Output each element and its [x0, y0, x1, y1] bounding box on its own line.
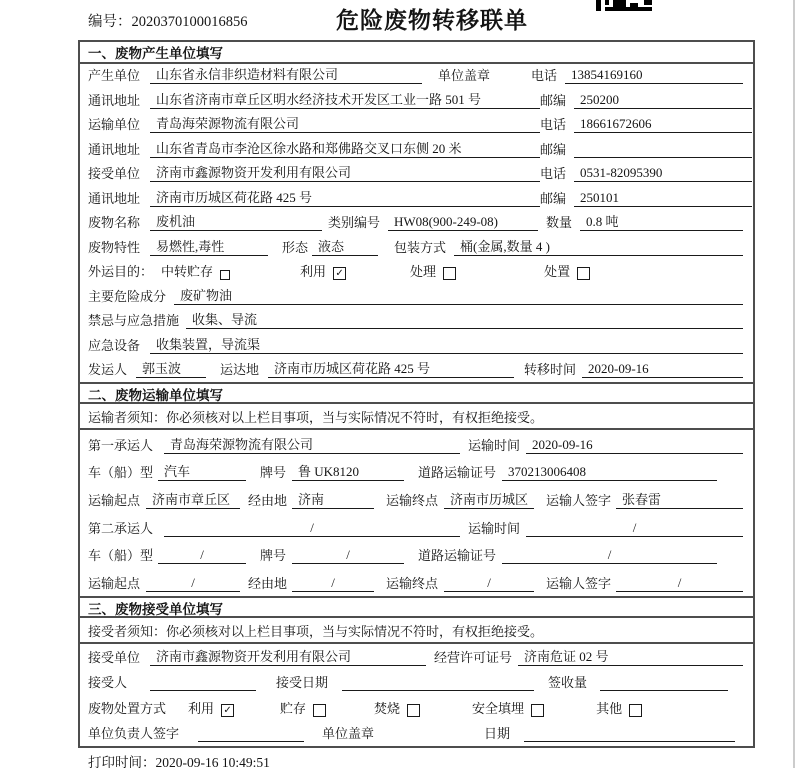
vehicle-type-2-value: /	[158, 547, 246, 564]
phone-label: 电话	[540, 117, 567, 133]
row-receiver-unit	[80, 162, 753, 186]
page-title: 危险废物转移联单	[336, 7, 528, 33]
packing-label: 包装方式	[394, 239, 447, 255]
treat-checkbox	[443, 267, 456, 280]
waste-name-value: 废机油	[150, 214, 322, 231]
receiver-unit-value: 济南市鑫源物资开发利用有限公司	[150, 165, 540, 182]
origin-2-value: /	[146, 575, 240, 592]
road-permit-value: 370213006408	[502, 464, 717, 481]
form-state-label: 形态	[282, 239, 309, 255]
plate-label: 牌号	[260, 465, 287, 481]
purpose-dispose	[544, 264, 590, 280]
signed-quantity-value	[600, 676, 728, 691]
other-label: 其他	[596, 700, 623, 716]
row-waste-character	[80, 235, 753, 259]
emergency-equipment-value: 收集装置，导流渠	[150, 337, 743, 354]
transfer-time-value: 2020-09-16	[582, 361, 743, 378]
unit-seal-label: 单位盖章	[322, 726, 375, 741]
producer-unit-value: 山东省永信非织造材料有限公司	[150, 67, 422, 84]
row-waste-name	[80, 211, 753, 235]
road-permit-label: 道路运输证号	[418, 465, 497, 481]
road-permit-2-value: /	[502, 547, 717, 564]
producer-address-value: 山东省济南市章丘区明水经济技术开发区工业一路 501 号	[150, 92, 540, 109]
row-vehicle-type-1	[80, 458, 753, 486]
row-responsible-sign	[80, 721, 753, 747]
origin-label: 运输起点	[88, 493, 141, 509]
row-receiving-unit	[80, 644, 753, 670]
receiver-notice: 接受者须知：你必须核对以上栏目事项，当与实际情况不符时，有权拒绝接受。	[80, 618, 753, 644]
landfill-label: 安全填埋	[472, 700, 525, 716]
transport-phone-group	[540, 116, 752, 133]
license-label: 经营许可证号	[434, 649, 513, 665]
serial-value: 2020370100016856	[131, 14, 248, 30]
utilize-label: 利用	[300, 264, 327, 280]
category-code-label: 类别编号	[328, 215, 381, 231]
row-receiver-person	[80, 670, 753, 696]
dispose-label: 处置	[544, 264, 571, 280]
emergency-equipment-label: 应急设备	[88, 337, 141, 353]
form-state-value: 液态	[312, 239, 378, 256]
producer-phone-value: 13854169160	[565, 67, 743, 84]
transport-postal-group	[540, 142, 752, 158]
disposal-utilize	[188, 701, 234, 717]
serial-number	[88, 10, 248, 31]
transfer-time-label: 转移时间	[524, 362, 577, 378]
vehicle-type-label: 车（船）型	[88, 465, 154, 481]
terminus-label: 运输终点	[386, 576, 439, 592]
carrier-sign-value: 张春雷	[616, 492, 743, 509]
row-outbound-purpose	[80, 260, 753, 284]
dispose-checkbox	[577, 267, 590, 280]
phone-label: 电话	[531, 68, 558, 84]
row-receiver-address	[80, 186, 753, 210]
category-code-value: HW08(900-249-08)	[388, 214, 538, 231]
quantity-value: 0.8 吨	[580, 214, 743, 231]
disposal-other	[596, 701, 642, 717]
qr-code-fragment	[596, 0, 660, 12]
transport-unit-value: 青岛海荣源物流有限公司	[150, 116, 540, 133]
producer-postal-value: 250200	[574, 92, 752, 109]
first-carrier-value: 青岛海荣源物流有限公司	[164, 437, 460, 454]
carrier-sign-label: 运输人签字	[546, 493, 612, 509]
transfer-form	[78, 40, 755, 748]
responsible-sign-value	[198, 727, 304, 742]
license-value: 济南危证 02 号	[518, 649, 743, 666]
section1-header: 一、废物产生单位填写	[80, 42, 753, 64]
destination-label: 运达地	[220, 362, 260, 378]
row-producer-unit	[80, 64, 753, 88]
incinerate-checkbox	[407, 704, 420, 717]
page-edge-line	[793, 0, 795, 768]
section3-header: 三、废物接受单位填写	[80, 596, 753, 618]
road-permit-label: 道路运输证号	[418, 548, 497, 564]
producer-postal-group	[540, 92, 752, 109]
utilize-label: 利用	[188, 700, 215, 716]
via-2-value: /	[292, 575, 374, 592]
producer-phone-group	[531, 67, 743, 84]
landfill-checkbox	[531, 704, 544, 717]
utilize-checkbox: ✓	[333, 267, 346, 280]
responsible-sign-label: 单位负责人签字	[88, 726, 180, 741]
producer-address-label: 通讯地址	[88, 92, 141, 108]
row-transport-unit	[80, 113, 753, 137]
hazard-component-value: 废矿物油	[174, 288, 743, 305]
unit-seal-label: 单位盖章	[438, 68, 491, 84]
disposal-storage	[280, 701, 326, 717]
row-emergency-measures	[80, 309, 753, 333]
transport-time-label: 运输时间	[468, 520, 521, 536]
first-carrier-label: 第一承运人	[88, 437, 154, 453]
purpose-treat	[410, 264, 456, 280]
date-label: 日期	[484, 726, 511, 741]
receiver-phone-value: 0531-82095390	[574, 165, 752, 182]
purpose-transfer-storage	[161, 264, 230, 280]
row-route-1	[80, 485, 753, 513]
consignor-value: 郭玉波	[136, 361, 206, 378]
plate-2-value: /	[292, 547, 404, 564]
transporter-notice: 运输者须知：你必须核对以上栏目事项，当与实际情况不符时，有权拒绝接受。	[80, 404, 753, 430]
via-label: 经由地	[248, 576, 288, 592]
waste-name-label: 废物名称	[88, 215, 141, 231]
receiver-postal-group	[540, 190, 752, 207]
transport-time-2-value: /	[526, 520, 743, 537]
storage-label: 贮存	[280, 700, 307, 716]
phone-label: 电话	[540, 166, 567, 182]
carrier-sign-2-value: /	[616, 575, 743, 592]
emergency-measures-label: 禁忌与应急措施	[88, 313, 180, 329]
receiver-unit-label: 接受单位	[88, 166, 141, 182]
receive-date-value	[342, 676, 534, 691]
disposal-method-label: 废物处置方式	[88, 700, 167, 716]
postal-label: 邮编	[540, 190, 567, 206]
transport-unit-label: 运输单位	[88, 117, 141, 133]
section2-header: 二、废物运输单位填写	[80, 382, 753, 404]
row-producer-address	[80, 88, 753, 112]
row-second-carrier	[80, 513, 753, 541]
print-time-value: 2020-09-16 10:49:51	[155, 755, 270, 768]
section-transporter	[80, 382, 753, 596]
print-time-label: 打印时间：	[88, 755, 156, 768]
section-receiver	[80, 596, 753, 746]
receive-date-label: 接受日期	[276, 675, 329, 690]
row-consignor	[80, 358, 753, 382]
vehicle-type-value: 汽车	[158, 464, 246, 481]
postal-label: 邮编	[540, 92, 567, 108]
consignor-label: 发运人	[88, 362, 128, 378]
receiver-postal-value: 250101	[574, 190, 752, 207]
origin-value: 济南市章丘区	[146, 492, 240, 509]
carrier-sign-label: 运输人签字	[546, 576, 612, 592]
plate-value: 鲁 UK8120	[292, 464, 404, 481]
row-hazard-component	[80, 284, 753, 308]
quantity-label: 数量	[546, 215, 573, 231]
terminus-value: 济南市历城区	[444, 492, 534, 509]
terminus-label: 运输终点	[386, 493, 439, 509]
disposal-incinerate	[374, 701, 420, 717]
disposal-landfill	[472, 701, 544, 717]
receiver-address-value: 济南市历城区荷花路 425 号	[150, 190, 540, 207]
receiver-phone-group	[540, 165, 752, 182]
second-carrier-value: /	[164, 520, 460, 537]
row-vehicle-type-2	[80, 541, 753, 569]
waste-character-value: 易燃性,毒性	[150, 239, 268, 256]
waste-character-label: 废物特性	[88, 239, 141, 255]
row-route-2	[80, 568, 753, 596]
receiver-address-label: 通讯地址	[88, 190, 141, 206]
row-transport-address	[80, 137, 753, 161]
packing-value: 桶(金属,数量 4 )	[454, 239, 743, 256]
receiving-unit-label: 接受单位	[88, 649, 141, 665]
transport-time-value: 2020-09-16	[526, 437, 743, 454]
transport-postal-value	[574, 143, 752, 158]
plate-label: 牌号	[260, 548, 287, 564]
row-first-carrier	[80, 430, 753, 458]
receiving-unit-value: 济南市鑫源物资开发利用有限公司	[150, 649, 426, 666]
storage-checkbox	[313, 704, 326, 717]
date-value	[524, 727, 735, 742]
transfer-storage-checkbox	[220, 270, 230, 280]
second-carrier-label: 第二承运人	[88, 520, 154, 536]
producer-unit-label: 产生单位	[88, 68, 141, 84]
transport-address-label: 通讯地址	[88, 141, 141, 157]
print-time	[88, 751, 270, 768]
serial-label: 编号：	[88, 14, 132, 30]
purpose-label: 外运目的：	[88, 264, 154, 280]
postal-label: 邮编	[540, 141, 567, 157]
other-checkbox	[629, 704, 642, 717]
utilize-checkbox: ✓	[221, 704, 234, 717]
row-emergency-equipment	[80, 333, 753, 357]
transport-time-label: 运输时间	[468, 437, 521, 453]
row-disposal-method	[80, 695, 753, 721]
section-producer	[80, 42, 753, 382]
vehicle-type-label: 车（船）型	[88, 548, 154, 564]
hazard-component-label: 主要危险成分	[88, 288, 167, 304]
origin-label: 运输起点	[88, 576, 141, 592]
emergency-measures-value: 收集、导流	[186, 312, 743, 329]
purpose-utilize	[300, 264, 346, 280]
receiver-person-value	[150, 676, 256, 691]
destination-value: 济南市历城区荷花路 425 号	[268, 361, 514, 378]
transport-address-value: 山东省青岛市李沧区徐水路和郑佛路交叉口东侧 20 米	[150, 141, 540, 158]
signed-quantity-label: 签收量	[548, 675, 588, 690]
transfer-storage-label: 中转贮存	[161, 264, 214, 280]
treat-label: 处理	[410, 264, 437, 280]
terminus-2-value: /	[444, 575, 534, 592]
incinerate-label: 焚烧	[374, 700, 401, 716]
via-label: 经由地	[248, 493, 288, 509]
via-value: 济南	[292, 492, 374, 509]
receiver-person-label: 接受人	[88, 675, 128, 690]
transport-phone-value: 18661672606	[574, 116, 752, 133]
